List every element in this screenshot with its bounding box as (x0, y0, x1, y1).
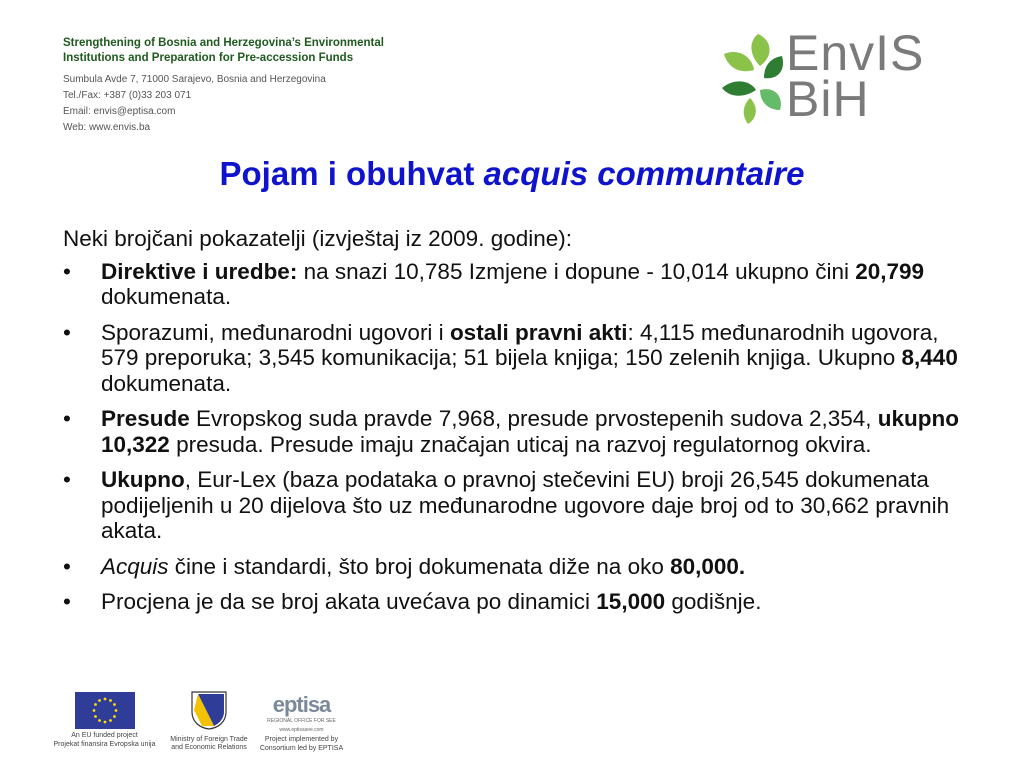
eu-stars-icon (75, 692, 135, 729)
bullet2-bold1: ostali pravni akti (449, 319, 628, 345)
eptisa-sub1: REGIONAL OFFICE FOR SEE (267, 718, 336, 724)
bullet5-italic1: Acquis (101, 553, 169, 579)
tel-fax: Tel./Fax: +387 (0)33 203 071 (63, 90, 192, 101)
bullet2-bold2: 8,440 (901, 345, 958, 370)
bullet-list (63, 259, 963, 615)
bullet3-text2: presuda. Presude imaju značajan uticaj na razvoj regulatornog okvira. (169, 431, 872, 457)
intro-text: Neki brojčani pokazatelji (izvještaj iz 2009. godine): (63, 226, 573, 251)
slide-content (63, 226, 963, 625)
bullet2-text2: : 4,115 međunarodnih ugovora, 579 preporuka; 3,545 komunikacija; 51 bijela knjiga; 150 zelenih knjiga. Ukupno (101, 319, 939, 370)
slide-title (0, 154, 1024, 194)
leaves-icon (720, 26, 790, 126)
bullet-judgments (63, 406, 963, 457)
title-plain: Pojam i obuhvat (219, 155, 484, 192)
bullet6-bold1: 15,000 (596, 589, 666, 614)
eptisa-line2: Consortium led by EPTISA (259, 744, 344, 752)
web: Web: www.envis.ba (63, 122, 151, 133)
eu-line1: An EU funded project (71, 732, 138, 739)
eptisa-block (254, 688, 349, 753)
bullet6-text1: Procjena je da se broj akata uvećava po dinamici (101, 589, 597, 614)
header-block (63, 36, 623, 136)
org-title-line1: Strengthening of Bosnia and Herzegovina’s Environmental (63, 37, 384, 49)
bullet5-text1: čine i standardi, što broj dokumenata diže na oko (168, 553, 671, 579)
bullet-agreements (63, 320, 963, 397)
contact-info (63, 72, 623, 136)
eptisa-line1: Project implemented by (264, 736, 339, 743)
logo-line1: EnvIS (786, 25, 925, 81)
ministry-line1: Ministry of Foreign Trade (170, 735, 248, 743)
envis-bih-logo (720, 24, 970, 130)
bullet-acquis (63, 554, 963, 580)
bullet3-bold2: ukupno 10,322 (101, 406, 959, 457)
title-italic: acquis communtaire (483, 155, 805, 192)
ministry-line2: and Economic Relations (171, 744, 247, 751)
address: Sumbula Avde 7, 71000 Sarajevo, Bosnia and Herzegovina (63, 74, 326, 85)
logo-text (786, 25, 925, 127)
bullet1-text1: na snazi 10,785 Izmjene i dopune - 10,014 ukupno čini (297, 258, 856, 284)
email: Email: envis@eptisa.com (63, 106, 176, 117)
logo-line2: BiH (786, 71, 870, 127)
org-title-line2: Institutions and Preparation for Pre-accession Funds (63, 52, 354, 64)
eu-block (52, 688, 157, 749)
eptisa-sub2: www.eptisasee.com (279, 727, 324, 733)
bullet2-text1: Sporazumi, međunarodni ugovori i (101, 319, 450, 345)
bullet-estimate (63, 589, 963, 615)
bullet1-bold2: 20,799 (855, 258, 925, 284)
org-title (63, 36, 623, 66)
bullet-directives (63, 259, 963, 310)
bih-coat-of-arms-icon (190, 690, 228, 730)
eu-line2: Projekat finansira Evropska unija (53, 740, 156, 748)
eptisa-logo: eptisa (272, 692, 331, 717)
bullet-total (63, 467, 963, 544)
bullet5-bold1: 80,000. (670, 553, 746, 579)
bullet6-text2: godišnje. (665, 589, 762, 614)
eu-flag-icon (75, 692, 135, 729)
ministry-block (164, 688, 254, 753)
bullet4-bold1: Ukupno (101, 467, 185, 492)
footer-logos (52, 688, 452, 752)
bullet2-text3: dokumenata. (101, 370, 232, 396)
bullet3-bold1: Presude (101, 406, 190, 431)
bullet1-bold1: Direktive i uredbe: (101, 258, 298, 284)
bullet1-text2: dokumenata. (101, 284, 232, 309)
bullet3-text1: Evropskog suda pravde 7,968, presude prvostepenih sudova 2,354, (189, 406, 878, 431)
bullet4-text1: , Eur-Lex (baza podataka o pravnoj stečevini EU) broji 26,545 dokumenata podijeljenih u 20 dijelova što uz međunarodne ugovore daje broj od to 30,662 pravnih akata. (101, 467, 950, 543)
